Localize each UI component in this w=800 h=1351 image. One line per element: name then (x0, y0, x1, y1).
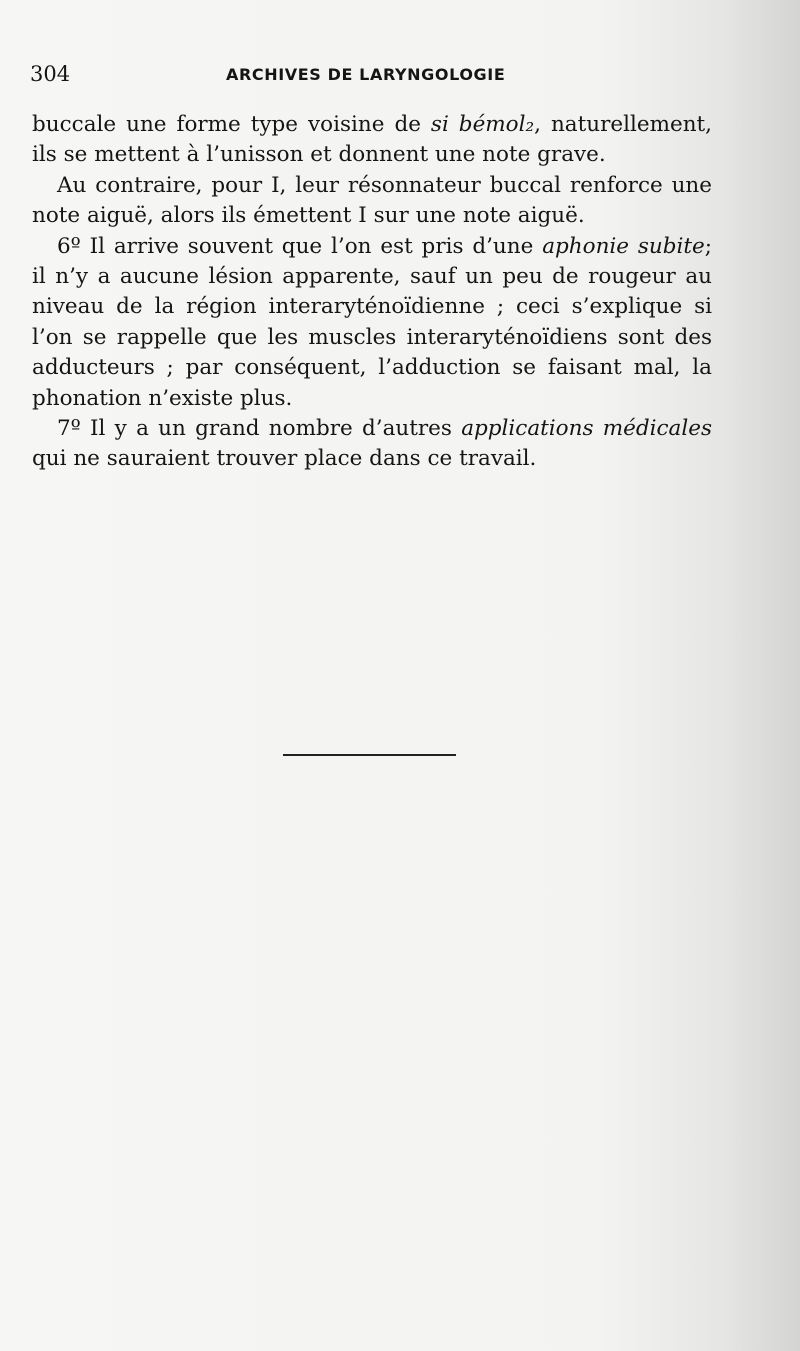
section-rule (283, 754, 456, 756)
text-span: , naturellement, (534, 112, 713, 137)
body-text (32, 110, 712, 475)
text-span: phonation n’existe plus. (32, 385, 293, 411)
text-span: ; (704, 233, 712, 259)
italic-term: si bémol₂ (430, 112, 535, 137)
text-span: qui ne sauraient trouver place dans ce travail. (32, 446, 537, 472)
italic-term: applications médicales (461, 415, 712, 441)
page-number: 304 (30, 62, 71, 86)
text-line (32, 201, 712, 231)
text-span: Au contraire, pour I, leur résonnateur buccal renforce une (57, 172, 712, 198)
text-span: il n’y a aucune lésion apparente, sauf un peu de rougeur au (32, 263, 712, 289)
running-head (30, 60, 730, 90)
text-line (32, 110, 712, 140)
text-line (32, 262, 712, 292)
text-span: adducteurs ; par conséquent, l’adduction se faisant mal, la (32, 355, 712, 381)
text-span: 6º Il arrive souvent que l’on est pris d’une (57, 233, 543, 259)
italic-term: aphonie subite (542, 233, 705, 259)
text-line (32, 353, 712, 383)
text-span: buccale une forme type voisine de (32, 112, 431, 137)
text-line (32, 232, 712, 262)
text-line (32, 384, 712, 414)
running-title: ARCHIVES DE LARYNGOLOGIE (226, 65, 506, 84)
text-span: note aiguë, alors ils émettent I sur une note aiguë. (32, 203, 585, 229)
text-span: ils se mettent à l’unisson et donnent une note grave. (32, 142, 606, 168)
text-span: 7º Il y a un grand nombre d’autres (57, 415, 462, 441)
text-line (32, 171, 712, 201)
text-line (32, 323, 712, 353)
text-line (32, 414, 712, 444)
text-line (32, 140, 712, 170)
text-span: niveau de la région interaryténoïdienne ; ceci s’explique si (32, 294, 712, 320)
text-line (32, 292, 712, 322)
text-span: l’on se rappelle que les muscles interaryténoïdiens sont des (32, 324, 712, 350)
text-line (32, 444, 712, 474)
